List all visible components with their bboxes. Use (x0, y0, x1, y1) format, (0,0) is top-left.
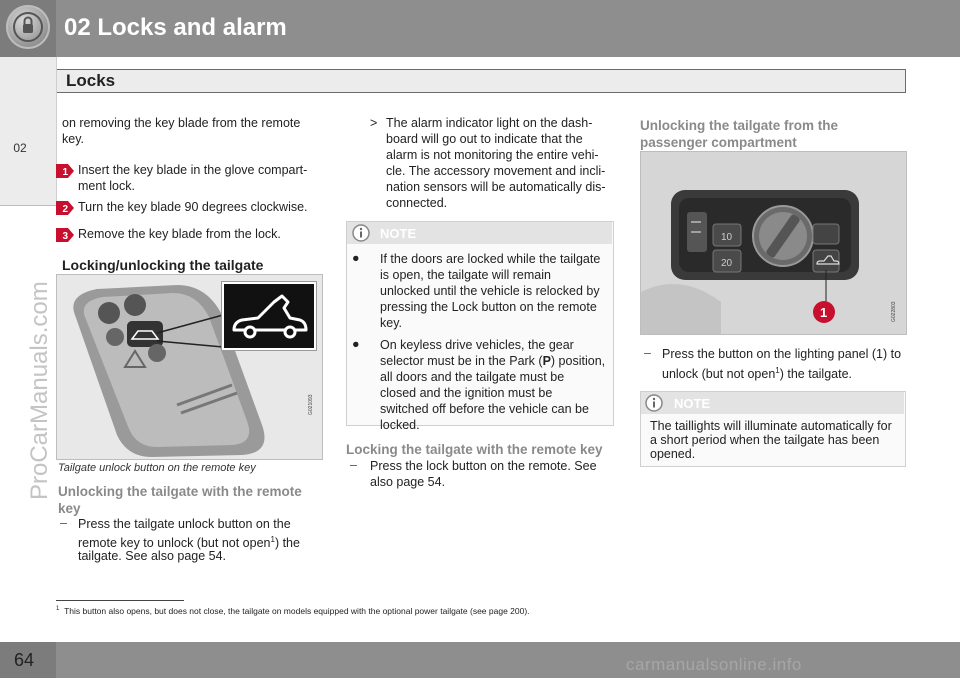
result-line-2: board will go out to indicate that the (386, 132, 583, 146)
panel-label: 20 (721, 258, 733, 269)
tailgate-car-icon (222, 282, 316, 350)
footnote-rule (56, 600, 184, 601)
side-divider (0, 205, 56, 206)
step-2-line-1: Turn the key blade 90 degrees clockwise. (78, 200, 308, 214)
result-line-1: The alarm indicator light on the dash- (386, 116, 593, 130)
note-text-line-1: The taillights will illuminate automatically for (650, 419, 892, 433)
result-line-3: alarm is not monitoring the entire vehi- (386, 148, 599, 162)
remote-unlock-line-2: remote key to unlock (but not open$^1$) the (78, 535, 300, 551)
remote-unlock-line-3: tailgate. See also page 54. (78, 549, 227, 563)
note-bullet-2-line-6: locked. (380, 418, 420, 432)
note-bullet-2-line-5: switched off before the vehicle can be (380, 402, 589, 416)
note-title: NOTE (380, 226, 417, 241)
note-bullet-2-line-1: On keyless drive vehicles, the gear (380, 338, 574, 352)
note-bullet-1-line-5: key. (380, 316, 402, 330)
section-bar (56, 69, 906, 93)
step-badge-icon (56, 228, 74, 242)
note-bullet-1-line-1: If the doors are locked while the tailgate (380, 252, 601, 266)
intro-line-1: on removing the key blade from the remote (62, 116, 301, 130)
bullet-dot: ● (352, 251, 360, 265)
step-badge-icon (56, 164, 74, 178)
figure-code: G022803 (891, 301, 897, 322)
step-1-line-2: ment lock. (78, 179, 135, 193)
note-bullet-2-line-4: closed and the ignition must be (380, 386, 553, 400)
info-icon (352, 224, 370, 247)
note-title: NOTE (674, 396, 711, 411)
remote-unlock-subheading-2: key (58, 501, 81, 516)
intro-line-2: key. (62, 132, 84, 146)
remote-lock-line-1: Press the lock button on the remote. See (370, 459, 597, 473)
section-title: Locks (66, 71, 116, 90)
page-number: 64 (14, 650, 35, 670)
result-line-6: connected. (386, 196, 448, 210)
remote-lock-heading: Locking the tailgate with the remote key (346, 442, 603, 457)
side-tab (0, 57, 57, 206)
remote-unlock-subheading-1: Unlocking the tailgate with the remote (58, 484, 302, 499)
footer-watermark: carmanualsonline.info (626, 655, 802, 674)
panel-label: 10 (721, 232, 733, 243)
chapter-title: 02 Locks and alarm (64, 14, 287, 41)
step-badge-number: 2 (62, 204, 69, 215)
note-bullet-1-line-3: unlocked until the vehicle is relocked by (380, 284, 600, 298)
passenger-unlock-line-2: unlock (but not open$^1$) the tailgate. (662, 366, 852, 382)
figure-code: G021093 (308, 394, 314, 415)
dash-marker: – (644, 346, 651, 360)
note-bullet-1-line-2: is open, the tailgate will remain (380, 268, 551, 282)
lighting-panel-figure (640, 151, 907, 335)
note-bullet-2-line-2: selector must be in the Park (P) position, (380, 354, 606, 368)
step-badge-icon (56, 201, 74, 215)
note-text-line-2: a short period when the tailgate has been (650, 433, 880, 447)
passenger-unlock-heading-2: passenger compartment (640, 135, 797, 150)
remote-unlock-line-1: Press the tailgate unlock button on the (78, 517, 291, 531)
bullet-dot: ● (352, 337, 360, 351)
volvo-logo-icon (6, 5, 50, 49)
dash-marker: – (60, 516, 67, 530)
step-3-line-1: Remove the key blade from the lock. (78, 227, 281, 241)
side-watermark: ProCarManuals.com (26, 281, 53, 500)
result-line-4: cle. The accessory movement and incli- (386, 164, 606, 178)
side-tab-number: 02 (13, 141, 27, 155)
footer-bar (0, 642, 960, 678)
result-line-5: nation sensors will be automatically dis- (386, 180, 606, 194)
step-badge-number: 3 (62, 231, 69, 242)
tailgate-heading: Locking/unlocking the tailgate (62, 257, 264, 273)
remote-lock-line-2: also page 54. (370, 475, 446, 489)
figure-caption: Tailgate unlock button on the remote key (58, 462, 256, 474)
result-marker: > (370, 116, 378, 130)
footnote: $^1$ This button also opens, but does not close, the tailgate on models equipped with the optional power tailgate (see page 200). (56, 606, 530, 616)
callout-number: 1 (820, 305, 828, 320)
passenger-unlock-heading-1: Unlocking the tailgate from the (640, 118, 839, 133)
note-bullet-2-line-3: all doors and the tailgate must be (380, 370, 565, 384)
step-1-line-1: Insert the key blade in the glove compart- (78, 163, 308, 177)
dash-marker: – (350, 458, 357, 472)
info-icon (645, 394, 663, 417)
note-bullet-1-line-4: pressing the Lock button on the remote (380, 300, 597, 314)
step-badge-number: 1 (62, 167, 69, 178)
note-text-line-3: opened. (650, 447, 696, 461)
passenger-unlock-line-1: Press the button on the lighting panel (1) to (662, 347, 902, 361)
